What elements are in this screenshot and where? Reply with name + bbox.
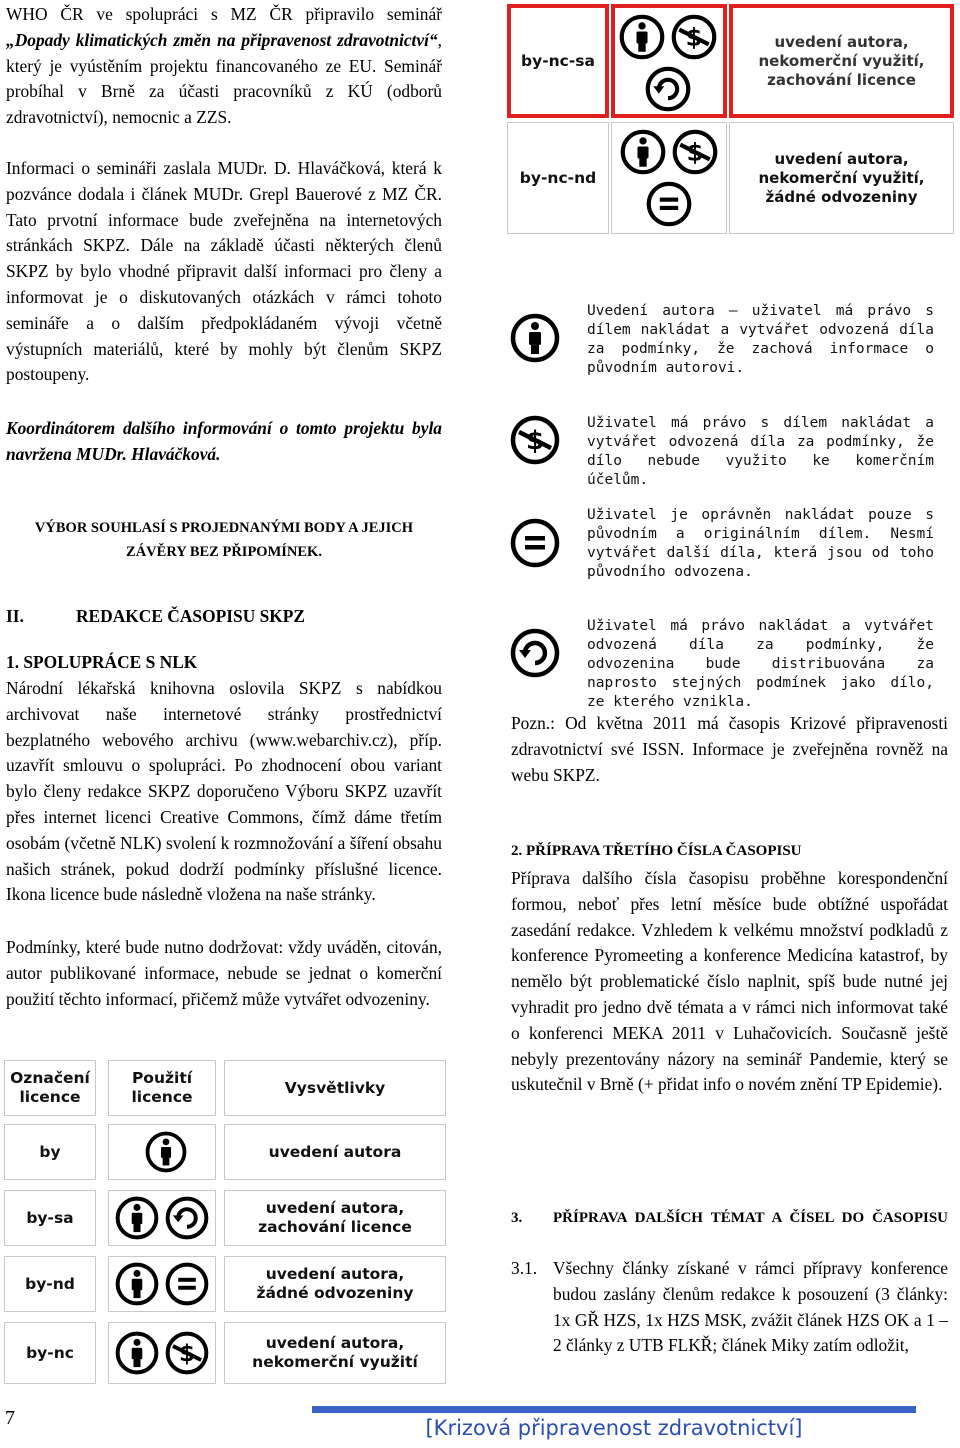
person-icon	[620, 129, 666, 175]
row-by-nc-code: by-nc	[4, 1322, 96, 1384]
row-by-nc-sa-code: by-nc-sa	[507, 4, 609, 118]
legend-text-attribution: Uvedení autora – uživatel má právo s dílem nakládat a vytvářet odvozená díla za podmínky, že zachová informace o původním autorovi.	[587, 303, 934, 376]
person-icon	[115, 1262, 159, 1306]
row-by-code: by	[4, 1124, 96, 1180]
subsection-2-paragraph: Příprava dalšího čísla časopisu proběhne korespondenční formou, neboť přes letní měsíce bude obtížné uspořádat zasedání redakce. Vzhledem k velkému množství podkladů z konference Pyromeeting a konference Medicína katastrof, by nemělo být problematické číslo naplnit, spíš bude nutné jej vyhradit pro jedno dvě témata a v rámci nich informovat také o konferenci MEKA 2011 v Luhačovicích. Současně ještě nebyly prezentovány názory na seminář Pandemie, který se uskutečnil v Brně (+ přidat info o novém znění TP Epidemie).	[511, 868, 948, 1095]
no-dollar-icon	[165, 1331, 209, 1375]
person-icon	[115, 1331, 159, 1375]
legend-text-noncommercial: Uživatel má právo s dílem nakládat a vytvářet odvozená díla za podmínky, že dílo nebude využito ke komerčním účelům.	[587, 415, 934, 488]
committee-decision	[6, 516, 442, 564]
subsection-2-heading: 2. PŘÍPRAVA TŘETÍHO ČÍSLA ČASOPISU	[511, 843, 802, 859]
row-by-icons	[108, 1124, 216, 1180]
decision-line-1: VÝBOR SOUHLASÍ S PROJEDNANÝMI BODY A JEJICH	[34, 520, 414, 536]
section-2-number: II.	[6, 606, 24, 626]
decision-line-2: ZÁVĚRY BEZ PŘIPOMÍNEK.	[126, 544, 322, 560]
row-by-nc-nd-desc: uvedení autora, nekomerční využití, žádné odvozeniny	[729, 122, 954, 234]
row-by-nc-sa-icons	[611, 4, 727, 118]
equals-icon	[646, 181, 692, 227]
row-by-nc-icons	[108, 1322, 216, 1384]
share-alike-icon	[510, 628, 560, 678]
intro-text-end: , který je vyústěním projektu financovaného ze EU. Seminář probíhal v Brně za účasti pracovníků z KÚ (odborů zdravotnictví), nemocnic a ZZS.	[6, 29, 442, 128]
page-number: 7	[5, 1407, 15, 1429]
row-by-nd-icons	[108, 1256, 216, 1312]
row-by-nc-nd-code: by-nc-nd	[507, 122, 609, 234]
subsection-1-paragraph-1: Národní lékařská knihovna oslovila SKPZ s nabídkou archivovat naše internetové stránky prostřednictví bezplatného webového archivu (www.webarchiv.cz), příp. uzavřít smlouvu o spolupráci. Po zhodnocení obou variant bylo členy redakce SKPZ doporučeno Výboru SKPZ uzavřít přes internet licenci Creative Commons, čímž dáme třetím osobám (včetně NLK) svolení k rozmnožování a šíření obsahu našich stránek, pokud dodrží podmínky příslušné licence. Ikona licence bude následně vložena na naše stránky.	[6, 678, 442, 905]
row-by-nc-desc: uvedení autora, nekomerční využití	[224, 1322, 446, 1384]
legend-text-no-derivatives: Uživatel je oprávněn nakládat pouze s původním a originálním dílem. Nesmí vytvářet další díla, která jsou od toho původního odvozena.	[587, 507, 934, 580]
header-license-code: Označení licence	[4, 1060, 96, 1116]
subsection-1-heading: 1. SPOLUPRÁCE S NLK	[6, 652, 198, 672]
legend-text-share-alike: Uživatel má právo nakládat a vytvářet odvozená díla za podmínky, že odvozenina bude distribuována za naprosto stejných podmínek jako dílo, ze kterého vznikla.	[587, 618, 934, 710]
person-icon	[115, 1196, 159, 1240]
row-by-nd-desc: uvedení autora, žádné odvozeniny	[224, 1256, 446, 1312]
seminar-title: „Dopady klimatických změn na připravenost zdravotnictví“	[6, 29, 438, 50]
row-by-sa-desc: uvedení autora, zachování licence	[224, 1190, 446, 1246]
subsection-1-paragraph-2: Podmínky, které bude nutno dodržovat: vždy uváděn, citován, autor publikované informace, nebude se jednat o komerční použití těchto informací, přičemž může vytvářet odvozeniny.	[6, 937, 442, 1009]
journal-title: [Krizová připravenost zdravotnictví]	[425, 1416, 803, 1440]
person-icon	[619, 14, 665, 60]
subsection-3-number: 3.	[511, 1210, 523, 1226]
section-2-title: REDAKCE ČASOPISU SKPZ	[76, 606, 306, 626]
equals-icon	[510, 518, 560, 568]
row-by-nd-code: by-nd	[4, 1256, 96, 1312]
equals-icon	[165, 1262, 209, 1306]
header-license-usage: Použití licence	[108, 1060, 216, 1116]
issn-note: Pozn.: Od května 2011 má časopis Krizové připravenosti zdravotnictví své ISSN. Informace je zveřejněna rovněž na webu SKPZ.	[511, 713, 948, 785]
subsection-3-title: PŘÍPRAVA DALŠÍCH TÉMAT A ČÍSEL DO ČASOPISU	[553, 1210, 948, 1226]
item-3-1-text: Všechny články získané v rámci přípravy konference budou zaslány členům redakce k posouzení (3 články: 1x GŘ HZS, 1x HZS MSK, zvážit článek HZS OK a 1 – 2 články z UTB FLKŘ; článek Miky zatím odložit,	[553, 1258, 948, 1356]
item-3-1-number: 3.1.	[511, 1258, 538, 1278]
row-by-nc-nd-icons	[611, 122, 727, 234]
intro-paragraph-1	[6, 2, 442, 131]
item-3-1	[511, 1256, 948, 1359]
row-by-nc-sa-desc: uvedení autora, nekomerční využití, zachování licence	[729, 4, 954, 118]
row-by-desc: uvedení autora	[224, 1124, 446, 1180]
header-explanation: Vysvětlivky	[224, 1060, 446, 1116]
intro-paragraph-3: Koordinátorem dalšího informování o tomto projektu byla navržena MUDr. Hlaváčková.	[6, 418, 442, 464]
share-alike-icon	[165, 1196, 209, 1240]
no-dollar-icon	[671, 14, 717, 60]
person-icon	[510, 313, 560, 363]
no-dollar-icon	[672, 129, 718, 175]
subsection-3-heading	[511, 1205, 948, 1231]
row-by-sa-code: by-sa	[4, 1190, 96, 1246]
intro-paragraph-2: Informaci o semináři zaslala MUDr. D. Hlaváčková, která k pozvánce dodala i článek MUDr. Grepl Bauerové z MZ ČR. Tato prvotní informace bude zveřejněna na internetových stránkách SKPZ. Dále na základě účasti některých členů SKPZ by bylo vhodné připravit další informaci pro členy a informovat je o diskutovaných otázkách v rámci tohoto semináře a o dalším předpokládaném vývoji včetně výstupních materiálů, které by mohly být členům SKPZ postoupeny.	[6, 158, 442, 385]
no-dollar-icon	[510, 415, 560, 465]
intro-text-start: WHO ČR ve spolupráci s MZ ČR připravilo seminář	[6, 4, 442, 24]
section-2-heading	[6, 606, 305, 627]
footer-rule	[312, 1406, 916, 1413]
person-icon	[145, 1131, 187, 1173]
share-alike-icon	[645, 66, 691, 112]
row-by-sa-icons	[108, 1190, 216, 1246]
